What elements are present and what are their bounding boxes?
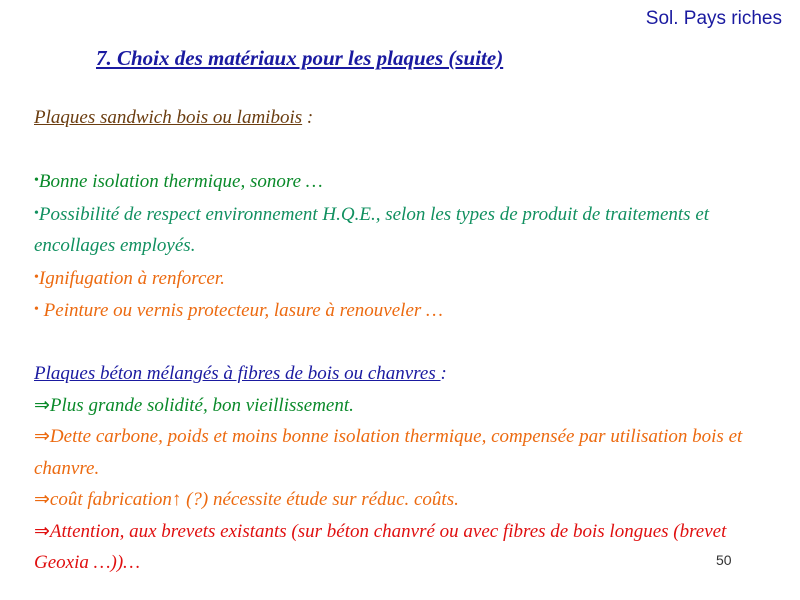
page-number: 50 — [716, 552, 732, 568]
section2-item-2 — [34, 421, 764, 484]
section1-item-4 — [34, 294, 764, 327]
section2-item-text: Attention, aux brevets existants (sur béton chanvré ou avec fibres de bois longues (brevet Geoxia …))… — [34, 520, 727, 573]
section1-item-3 — [34, 262, 764, 295]
section2-heading-suffix: : — [440, 363, 447, 384]
slide-title: 7. Choix des matériaux pour les plaques (suite) — [96, 46, 504, 70]
section2-item-1 — [34, 390, 764, 422]
section2-item-text-after: (?) nécessite étude sur réduc. coûts. — [181, 489, 459, 510]
section1-item-2 — [34, 198, 764, 262]
bullet-icon: • — [34, 269, 39, 285]
implies-arrow-icon: ⇒ — [34, 426, 50, 447]
section2-heading: Plaques béton mélangés à fibres de bois ou chanvres — [34, 363, 441, 384]
section2-item-3 — [34, 484, 764, 516]
section2-item-text: Plus grande solidité, bon vieillissement. — [49, 394, 354, 416]
spacer — [34, 134, 764, 166]
section2-heading-line — [34, 358, 764, 390]
section1-item-text: Ignifugation à renforcer. — [38, 267, 225, 289]
up-arrow-icon: ↑ — [171, 489, 182, 510]
implies-arrow-icon: ⇒ — [34, 520, 50, 542]
section1-item-text: Bonne isolation thermique, sonore … — [38, 171, 323, 192]
implies-arrow-icon: ⇒ — [34, 394, 50, 416]
corner-label: Sol. Pays riches — [645, 8, 782, 29]
section2-item-text: Dette carbone, poids et moins bonne isolation thermique, compensée par utilisation bois et chanvre. — [34, 426, 743, 479]
section1-heading-line — [34, 102, 764, 134]
section1-item-1 — [34, 165, 764, 198]
section1-item-text: Peinture ou vernis protecteur, lasure à renouveler … — [38, 300, 443, 321]
bullet-icon: • — [34, 302, 39, 317]
bullet-icon: • — [34, 205, 39, 221]
section1-heading: Plaques sandwich bois ou lamibois — [34, 107, 303, 128]
section1-heading-suffix: : — [302, 107, 314, 128]
implies-arrow-icon: ⇒ — [34, 489, 50, 510]
spacer — [34, 327, 764, 359]
slide-content — [34, 102, 764, 579]
bullet-icon: • — [34, 173, 39, 188]
section1-item-text: Possibilité de respect environnement H.Q.E., selon les types de produit de traitements et encollages employés. — [34, 203, 710, 256]
section2-item-text-before: coût fabrication — [49, 489, 172, 510]
section2-item-4 — [34, 516, 764, 579]
